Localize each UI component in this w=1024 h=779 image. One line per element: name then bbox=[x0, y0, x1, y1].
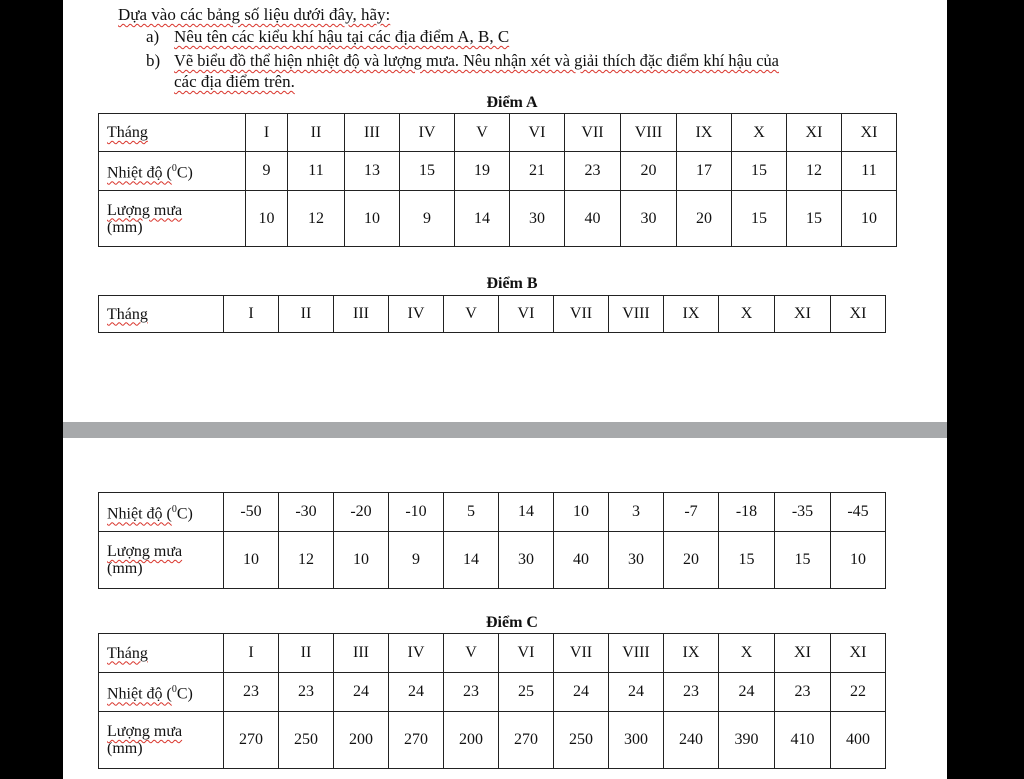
month-cell: I bbox=[246, 114, 288, 152]
month-cell: III bbox=[334, 296, 389, 333]
temperature-label: Nhiệt độ ($^0$C) bbox=[99, 673, 224, 712]
rainfall-cell: 390 bbox=[719, 712, 775, 769]
temperature-cell: 10 bbox=[554, 493, 609, 532]
temperature-cell: 23 bbox=[279, 673, 334, 712]
temperature-cell: -30 bbox=[279, 493, 334, 532]
temperature-cell: 13 bbox=[345, 152, 400, 191]
temperature-cell: -18 bbox=[719, 493, 775, 532]
rainfall-cell: 270 bbox=[389, 712, 444, 769]
month-cell: X bbox=[719, 296, 775, 333]
month-cell: IV bbox=[389, 634, 444, 673]
temperature-cell: 24 bbox=[334, 673, 389, 712]
month-cell: IV bbox=[400, 114, 455, 152]
temperature-cell: -10 bbox=[389, 493, 444, 532]
temperature-cell: -50 bbox=[224, 493, 279, 532]
month-cell: X bbox=[732, 114, 787, 152]
temperature-label: Nhiệt độ ($^0$C) bbox=[99, 152, 246, 191]
table-row bbox=[99, 712, 886, 769]
table-row bbox=[99, 114, 897, 152]
page-gap bbox=[63, 422, 947, 438]
temperature-cell: 25 bbox=[499, 673, 554, 712]
temperature-cell: 11 bbox=[288, 152, 345, 191]
rainfall-cell: 9 bbox=[400, 191, 455, 247]
rainfall-cell: 10 bbox=[831, 532, 886, 589]
point-c-title: Điểm C bbox=[486, 614, 538, 631]
temperature-cell: 15 bbox=[400, 152, 455, 191]
month-cell: IX bbox=[677, 114, 732, 152]
rainfall-cell: 15 bbox=[732, 191, 787, 247]
month-cell: VIII bbox=[609, 634, 664, 673]
rainfall-cell: 270 bbox=[224, 712, 279, 769]
rainfall-cell: 40 bbox=[565, 191, 621, 247]
rainfall-cell: 10 bbox=[345, 191, 400, 247]
rainfall-cell: 30 bbox=[609, 532, 664, 589]
month-cell: V bbox=[444, 634, 499, 673]
month-cell: II bbox=[288, 114, 345, 152]
table-row bbox=[99, 152, 897, 191]
month-cell: XI bbox=[775, 634, 831, 673]
month-cell: VII bbox=[565, 114, 621, 152]
month-cell: X bbox=[719, 634, 775, 673]
month-cell: XI bbox=[787, 114, 842, 152]
temperature-cell: 11 bbox=[842, 152, 897, 191]
temperature-cell: 19 bbox=[455, 152, 510, 191]
rainfall-cell: 200 bbox=[334, 712, 389, 769]
temperature-cell: 20 bbox=[621, 152, 677, 191]
temperature-cell: 23 bbox=[775, 673, 831, 712]
temperature-cell: 23 bbox=[565, 152, 621, 191]
rainfall-cell: 240 bbox=[664, 712, 719, 769]
rainfall-cell: 15 bbox=[787, 191, 842, 247]
month-cell: V bbox=[444, 296, 499, 333]
rainfall-cell: 14 bbox=[444, 532, 499, 589]
table-row bbox=[99, 191, 897, 247]
temperature-cell: 21 bbox=[510, 152, 565, 191]
point-a-table bbox=[98, 113, 897, 247]
rainfall-label: Lượng mưa (mm) bbox=[99, 532, 224, 589]
temperature-cell: -20 bbox=[334, 493, 389, 532]
rainfall-cell: 10 bbox=[842, 191, 897, 247]
point-b-months-table bbox=[98, 295, 886, 333]
month-label: Tháng bbox=[99, 114, 246, 152]
item-b-text-line2: các địa điểm trên. bbox=[174, 72, 295, 91]
temperature-cell: 3 bbox=[609, 493, 664, 532]
temperature-cell: 23 bbox=[444, 673, 499, 712]
table-row bbox=[99, 673, 886, 712]
month-cell: IX bbox=[664, 634, 719, 673]
temperature-cell: -7 bbox=[664, 493, 719, 532]
month-cell: II bbox=[279, 296, 334, 333]
month-cell: VIII bbox=[621, 114, 677, 152]
month-cell: XI bbox=[775, 296, 831, 333]
rainfall-cell: 20 bbox=[664, 532, 719, 589]
month-label: Tháng bbox=[99, 296, 224, 333]
intro-text: Dựa vào các bảng số liệu dưới đây, hãy: bbox=[118, 5, 391, 24]
rainfall-label: Lượng mưa (mm) bbox=[99, 191, 246, 247]
rainfall-cell: 400 bbox=[831, 712, 886, 769]
month-cell: VI bbox=[510, 114, 565, 152]
month-cell: VII bbox=[554, 296, 609, 333]
month-cell: VI bbox=[499, 634, 554, 673]
table-row bbox=[99, 532, 886, 589]
temperature-cell: 12 bbox=[787, 152, 842, 191]
point-c-table bbox=[98, 633, 886, 769]
month-cell: XI bbox=[831, 634, 886, 673]
temperature-cell: 23 bbox=[224, 673, 279, 712]
point-a-title: Điểm A bbox=[486, 94, 538, 111]
rainfall-cell: 40 bbox=[554, 532, 609, 589]
rainfall-cell: 9 bbox=[389, 532, 444, 589]
month-cell: XI bbox=[842, 114, 897, 152]
item-a-text: Nêu tên các kiểu khí hậu tại các địa điểm A, B, C bbox=[174, 27, 510, 46]
rainfall-cell: 300 bbox=[609, 712, 664, 769]
month-cell: I bbox=[224, 296, 279, 333]
rainfall-cell: 410 bbox=[775, 712, 831, 769]
table-row bbox=[99, 634, 886, 673]
temperature-cell: 24 bbox=[719, 673, 775, 712]
item-a-marker: a) bbox=[146, 27, 160, 46]
month-cell: VIII bbox=[609, 296, 664, 333]
item-b-marker: b) bbox=[146, 51, 161, 70]
temperature-cell: 24 bbox=[389, 673, 444, 712]
month-label: Tháng bbox=[99, 634, 224, 673]
month-cell: IX bbox=[664, 296, 719, 333]
rainfall-cell: 14 bbox=[455, 191, 510, 247]
temperature-cell: 15 bbox=[732, 152, 787, 191]
rainfall-label: Lượng mưa (mm) bbox=[99, 712, 224, 769]
month-cell: XI bbox=[831, 296, 886, 333]
temperature-cell: 14 bbox=[499, 493, 554, 532]
temperature-cell: -35 bbox=[775, 493, 831, 532]
rainfall-cell: 15 bbox=[719, 532, 775, 589]
rainfall-cell: 30 bbox=[499, 532, 554, 589]
temperature-cell: 9 bbox=[246, 152, 288, 191]
temperature-cell: 22 bbox=[831, 673, 886, 712]
month-cell: V bbox=[455, 114, 510, 152]
point-b-title: Điểm B bbox=[486, 275, 538, 292]
rainfall-cell: 200 bbox=[444, 712, 499, 769]
rainfall-cell: 12 bbox=[279, 532, 334, 589]
rainfall-cell: 12 bbox=[288, 191, 345, 247]
temperature-cell: 23 bbox=[664, 673, 719, 712]
rainfall-cell: 250 bbox=[279, 712, 334, 769]
table-row bbox=[99, 493, 886, 532]
item-b-text-line1: Vẽ biểu đồ thể hiện nhiệt độ và lượng mưa. Nêu nhận xét và giải thích đặc điểm khí hậu của bbox=[174, 51, 779, 70]
table-row bbox=[99, 296, 886, 333]
month-cell: III bbox=[334, 634, 389, 673]
month-cell: VI bbox=[499, 296, 554, 333]
rainfall-cell: 250 bbox=[554, 712, 609, 769]
month-cell: II bbox=[279, 634, 334, 673]
rainfall-cell: 30 bbox=[510, 191, 565, 247]
temperature-cell: -45 bbox=[831, 493, 886, 532]
temperature-cell: 24 bbox=[609, 673, 664, 712]
rainfall-cell: 15 bbox=[775, 532, 831, 589]
month-cell: VII bbox=[554, 634, 609, 673]
month-cell: III bbox=[345, 114, 400, 152]
temperature-label: Nhiệt độ ($^0$C) bbox=[99, 493, 224, 532]
rainfall-cell: 10 bbox=[246, 191, 288, 247]
month-cell: IV bbox=[389, 296, 444, 333]
temperature-cell: 24 bbox=[554, 673, 609, 712]
rainfall-cell: 10 bbox=[334, 532, 389, 589]
rainfall-cell: 10 bbox=[224, 532, 279, 589]
rainfall-cell: 20 bbox=[677, 191, 732, 247]
point-b-data-table bbox=[98, 492, 886, 589]
rainfall-cell: 30 bbox=[621, 191, 677, 247]
temperature-cell: 17 bbox=[677, 152, 732, 191]
temperature-cell: 5 bbox=[444, 493, 499, 532]
month-cell: I bbox=[224, 634, 279, 673]
rainfall-cell: 270 bbox=[499, 712, 554, 769]
